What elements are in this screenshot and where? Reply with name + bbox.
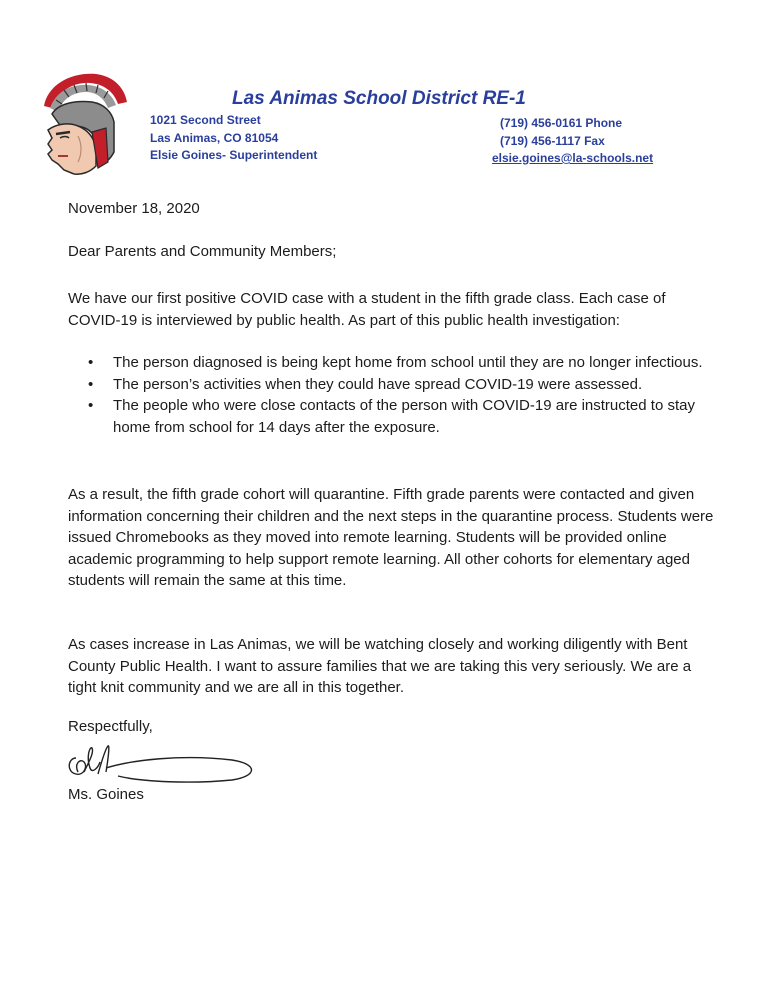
list-item: • The people who were close contacts of the person with COVID-19 are instructed to stay home from school for 14 days after the exposure. (68, 395, 708, 438)
letter-date: November 18, 2020 (68, 200, 200, 217)
paragraph-2: As a result, the fifth grade cohort will quarantine. Fifth grade parents were contacted and given information concerning their children and the next steps in the quarantine process. Students were issued Chromebooks as they moved into remote learning. Students will be provided online academic programming to help support remote learning. All other cohorts for elementary aged students will remain the same at this time. (68, 486, 714, 589)
fax: (719) 456-1117 Fax (500, 133, 605, 148)
closing: Respectfully, (68, 718, 153, 735)
handwritten-signature-icon (62, 738, 262, 786)
spartan-helmet-icon (34, 70, 129, 178)
paragraph-3: As cases increase in Las Animas, we will be watching closely and working diligently with Bent County Public Health. I want to assure families that we are taking this very seriously. We are a tight knit community and we are all in this together. (68, 636, 692, 696)
list-item: • The person diagnosed is being kept home from school until they are no longer infectious. (68, 352, 708, 374)
email-link[interactable]: elsie.goines@la-schools.net (492, 151, 654, 165)
letter-greeting: Dear Parents and Community Members; (68, 243, 337, 260)
org-name: Las Animas School District RE-1 (232, 88, 526, 109)
address-line1: 1021 Second Street (150, 113, 261, 127)
address-line2: Las Animas, CO 81054 (150, 130, 279, 145)
signer-name: Ms. Goines (68, 786, 144, 803)
phone: (719) 456-0161 Phone (500, 116, 623, 130)
paragraph-1: We have our first positive COVID case with a student in the fifth grade class. Each case of COVID-19 is interviewed by public health. As part of this public health investigation: (68, 290, 666, 329)
investigation-list (68, 352, 708, 438)
superintendent: Elsie Goines- Superintendent (150, 148, 318, 162)
letterhead-address (150, 112, 317, 165)
list-item: • The person’s activities when they could have spread COVID-19 were assessed. (68, 374, 708, 396)
letterhead-contact (492, 115, 654, 168)
